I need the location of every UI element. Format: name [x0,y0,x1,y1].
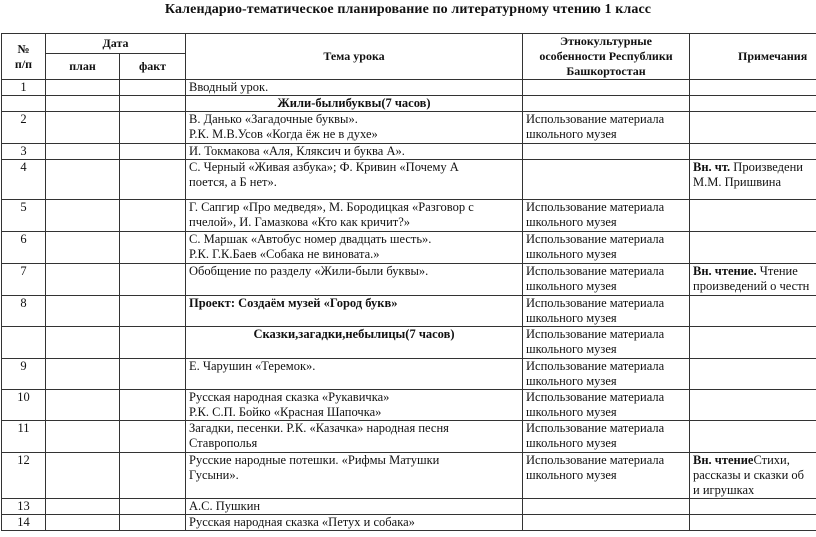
cell-notes [690,327,816,359]
cell-fact [120,112,186,144]
cell-topic: И. Токмакова «Аля, Кляксич и буква А». [186,144,523,160]
cell-fact [120,144,186,160]
table-row [2,200,816,232]
table-row [2,499,816,515]
section-title: Жили-былибуквы(7 часов) [186,96,523,112]
cell-ethno: Использование материала школьного музея [523,327,690,359]
cell-num: 6 [2,232,46,264]
cell-notes [690,390,816,421]
cell-num: 10 [2,390,46,421]
cell-topic: Е. Чарушин «Теремок». [186,359,523,390]
table-row [2,515,816,531]
cell-notes [690,359,816,390]
cell-num: 5 [2,200,46,232]
cell-num: 8 [2,296,46,327]
cell-fact [120,264,186,296]
cell-ethno: Использование материала школьного музея [523,296,690,327]
cell-topic: Русская народная сказка «Рукавичка» Р.К. С.П. Бойко «Красная Шапочка» [186,390,523,421]
cell-ethno [523,96,690,112]
cell-topic: А.С. Пушкин [186,499,523,515]
cell-notes [690,232,816,264]
cell-notes [690,80,816,96]
cell-plan [46,96,120,112]
cell-fact [120,232,186,264]
table-row [2,160,816,200]
cell-plan [46,499,120,515]
table-row [2,453,816,499]
cell-fact [120,160,186,200]
cell-ethno: Использование материала школьного музея [523,112,690,144]
cell-plan [46,232,120,264]
cell-notes: Вн. чтение. Чтение произведений о честн [690,264,816,296]
cell-ethno: Использование материала школьного музея [523,390,690,421]
cell-plan [46,515,120,531]
cell-plan [46,144,120,160]
header-plan: план [46,54,120,80]
cell-topic: Вводный урок. [186,80,523,96]
cell-fact [120,390,186,421]
section-title: Сказки,загадки,небылицы(7 часов) [186,327,523,359]
cell-notes [690,499,816,515]
cell-plan [46,421,120,453]
cell-fact [120,421,186,453]
header-notes: Примечания [690,34,816,80]
cell-num: 14 [2,515,46,531]
table-row [2,96,816,112]
cell-notes: Вн. чтениеСтихи, рассказы и сказки об и игрушках [690,453,816,499]
table-row [2,232,816,264]
cell-plan [46,296,120,327]
cell-notes [690,144,816,160]
cell-plan [46,264,120,296]
cell-ethno: Использование материала школьного музея [523,421,690,453]
cell-topic: Русская народная сказка «Петух и собака» [186,515,523,531]
cell-fact [120,515,186,531]
cell-notes [690,112,816,144]
cell-num: 1 [2,80,46,96]
cell-num: 4 [2,160,46,200]
cell-ethno: Использование материала школьного музея [523,359,690,390]
cell-notes [690,421,816,453]
cell-fact [120,359,186,390]
cell-plan [46,160,120,200]
cell-notes: Вн. чт. Произведени М.М. Пришвина [690,160,816,200]
table-row [2,421,816,453]
cell-num: 2 [2,112,46,144]
cell-num: 13 [2,499,46,515]
cell-ethno: Использование материала школьного музея [523,453,690,499]
cell-notes [690,515,816,531]
cell-plan [46,390,120,421]
cell-plan [46,112,120,144]
header-ethno: Этнокультурные особенности Республики Башкортостан [523,34,690,80]
cell-plan [46,200,120,232]
cell-fact [120,80,186,96]
cell-topic: Г. Сапгир «Про медведя», М. Бородицкая «Разговор с пчелой», И. Гамазкова «Кто как кричит?» [186,200,523,232]
cell-ethno [523,144,690,160]
cell-ethno: Использование материала школьного музея [523,200,690,232]
cell-topic: В. Данько «Загадочные буквы». Р.К. М.В.Усов «Когда ёж не в духе» [186,112,523,144]
cell-num [2,96,46,112]
cell-fact [120,200,186,232]
header-date: Дата [46,34,186,54]
cell-fact [120,499,186,515]
table-row [2,359,816,390]
table-row [2,80,816,96]
cell-ethno: Использование материала школьного музея [523,232,690,264]
table-row [2,264,816,296]
cell-ethno [523,160,690,200]
header-num: № п/п [2,34,46,80]
cell-fact [120,296,186,327]
cell-num [2,327,46,359]
cell-fact [120,96,186,112]
cell-plan [46,359,120,390]
cell-notes [690,200,816,232]
table-row [2,327,816,359]
cell-topic: Проект: Создаём музей «Город букв» [186,296,523,327]
cell-num: 9 [2,359,46,390]
cell-num: 12 [2,453,46,499]
cell-topic: Обобщение по разделу «Жили-были буквы». [186,264,523,296]
table-row [2,112,816,144]
cell-notes [690,296,816,327]
table-row [2,296,816,327]
cell-topic: С. Маршак «Автобус номер двадцать шесть». Р.К. Г.К.Баев «Собака не виновата.» [186,232,523,264]
table-row [2,390,816,421]
page-title: Календарио-тематическое планирование по литературному чтению 1 класс [164,2,652,17]
cell-plan [46,80,120,96]
cell-topic: Загадки, песенки. Р.К. «Казачка» народная песня Ставрополья [186,421,523,453]
cell-num: 7 [2,264,46,296]
cell-ethno [523,80,690,96]
cell-ethno [523,499,690,515]
cell-ethno [523,515,690,531]
cell-fact [120,327,186,359]
table-row [2,144,816,160]
cell-plan [46,327,120,359]
cell-topic: С. Черный «Живая азбука»; Ф. Кривин «Почему А поется, а Б нет». [186,160,523,200]
header-fact: факт [120,54,186,80]
cell-plan [46,453,120,499]
header-topic: Тема урока [186,34,523,80]
cell-notes [690,96,816,112]
cell-num: 11 [2,421,46,453]
planning-table [1,33,816,531]
cell-ethno: Использование материала школьного музея [523,264,690,296]
cell-fact [120,453,186,499]
cell-num: 3 [2,144,46,160]
cell-topic: Русские народные потешки. «Рифмы Матушки Гусыни». [186,453,523,499]
